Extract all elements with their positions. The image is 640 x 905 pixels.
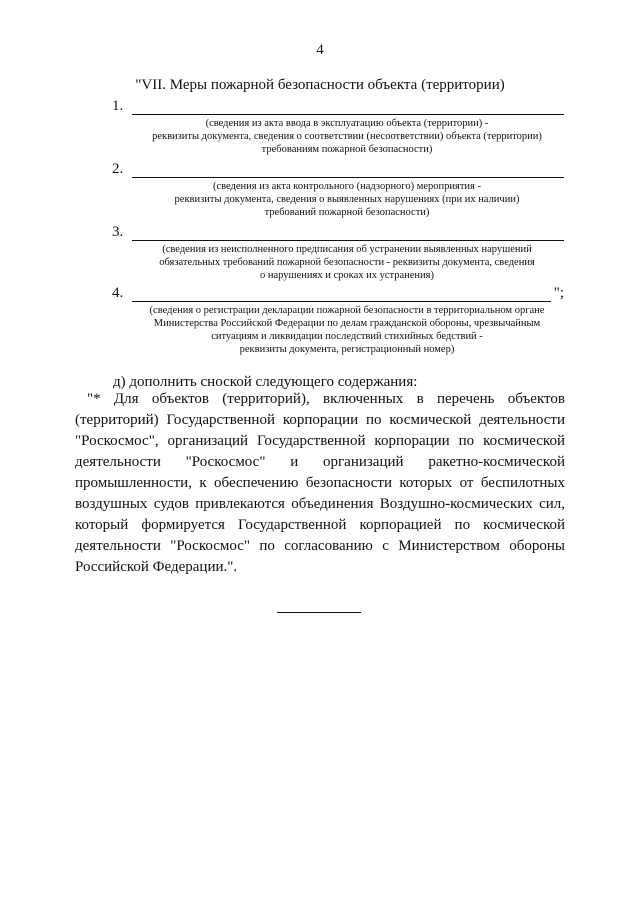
field-caption: (сведения из акта ввода в эксплуатацию объекта (территории) - реквизиты документа, сведения о соответствии (несоответствии) объекта (территории) требованиям пожарной безопасности) bbox=[152, 118, 542, 155]
end-divider bbox=[277, 612, 361, 613]
fill-in-line bbox=[132, 102, 564, 115]
form-field-2 bbox=[112, 160, 564, 219]
field-number: 3. bbox=[112, 224, 124, 240]
fill-in-line bbox=[132, 165, 564, 178]
fill-in-line bbox=[132, 289, 551, 302]
field-number: 2. bbox=[112, 161, 124, 177]
form-field-4 bbox=[112, 284, 564, 356]
fill-in-line bbox=[132, 228, 564, 241]
closing-quote: "; bbox=[553, 285, 564, 301]
footnote-paragraph: "* Для объектов (территорий), включенных в перечень объектов (территорий) Государственной корпорации по космической деятельности "Роскосмос", организаций Государственной корпорации по космической деятельности "Роскосмос" и организаций ракетно-космической промышленности, к обеспечению безопасности которых от беспилотных воздушных судов привлекаются объединения Воздушно-космических сил, который формируется Государственной корпорацией по космической деятельности "Роскосмос" по согласованию с Министерством обороны Российской Федерации.". bbox=[75, 391, 565, 575]
section-title: "VII. Меры пожарной безопасности объекта (территории) bbox=[135, 77, 505, 93]
amendment-intro: д) дополнить сноской следующего содержания: bbox=[113, 374, 418, 390]
field-caption: (сведения о регистрации декларации пожарной безопасности в территориальном органе Министерства Российской Федерации по делам гражданской обороны, чрезвычайным ситуациям и ликвидации последствий стихийных бедствий - реквизиты документа, регистрационный номер) bbox=[149, 305, 545, 355]
field-number: 4. bbox=[112, 285, 124, 301]
page-number: 4 bbox=[316, 42, 324, 58]
form-field-3 bbox=[112, 223, 564, 282]
field-caption: (сведения из акта контрольного (надзорного) мероприятия - реквизиты документа, сведения о выявленных нарушениях (при их наличии) требований пожарной безопасности) bbox=[174, 181, 520, 218]
field-number: 1. bbox=[112, 98, 124, 114]
form-field-1 bbox=[112, 97, 564, 156]
field-caption: (сведения из неисполненного предписания об устранении выявленных нарушений обязательных требований пожарной безопасности - реквизиты документа, сведения о нарушениях и сроках их устранения) bbox=[159, 244, 535, 281]
